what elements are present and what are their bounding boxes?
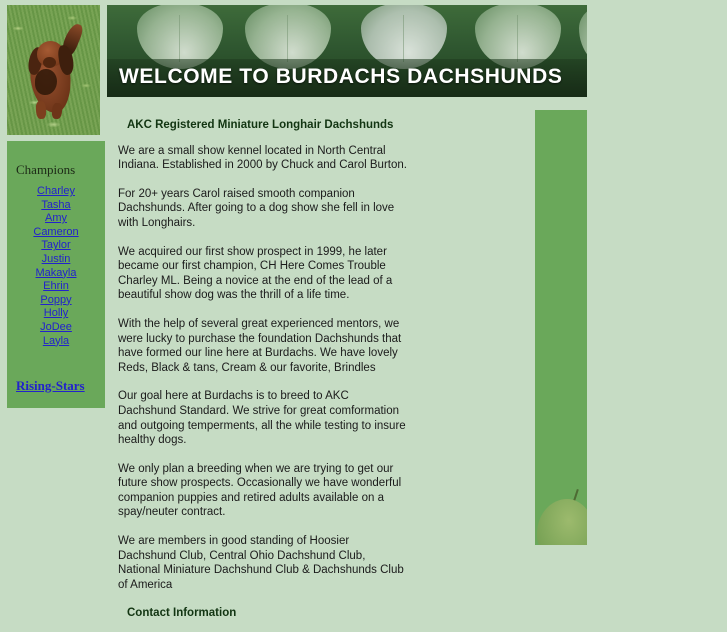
sidebar-link-justin[interactable]: Justin	[41, 252, 71, 265]
sidebar-link-layla[interactable]: Layla	[42, 334, 70, 347]
champions-sidebar	[7, 141, 105, 408]
content-subheading: AKC Registered Miniature Longhair Dachshunds	[127, 119, 394, 131]
leaf-icon	[537, 499, 587, 545]
dachshund-photo	[7, 5, 100, 135]
sidebar-link-poppy[interactable]: Poppy	[40, 293, 72, 306]
sidebar-link-taylor[interactable]: Taylor	[41, 239, 71, 252]
sidebar-link-holly[interactable]: Holly	[43, 307, 69, 320]
sidebar-link-charley[interactable]: Charley	[37, 185, 75, 197]
champions-heading: Champions	[16, 162, 76, 177]
sidebar-link-makayla[interactable]: Makayla	[35, 266, 77, 279]
paragraph-about-kennel: We are a small show kennel located in North Central Indiana. Established in 2000 by Chuck and Carol Burton.	[118, 144, 407, 172]
list-item	[7, 266, 105, 280]
paragraph-puppy-policy: We only plan a breeding when we are trying to get our future show prospects. Occasionally we have wonderful companion puppies and retired adults available on a spay/neuter contract.	[118, 462, 402, 519]
list-item	[7, 293, 105, 307]
list-item	[7, 334, 105, 348]
sidebar-link-rising-stars[interactable]: Rising-Stars	[16, 378, 85, 393]
right-decorative-band	[535, 110, 587, 545]
sidebar-link-cameron[interactable]: Cameron	[33, 225, 79, 238]
list-item	[7, 252, 105, 266]
sidebar-link-amy[interactable]: Amy	[45, 212, 67, 225]
paragraph-memberships: We are members in good standing of Hoosier Dachshund Club, Central Ohio Dachshund Club, National Miniature Dachshund Club & Dachshunds Club of America	[118, 535, 404, 591]
list-item	[7, 198, 105, 212]
contact-information-heading: Contact Information	[127, 607, 237, 620]
list-item	[7, 320, 105, 334]
header-banner	[107, 5, 587, 97]
sidebar-link-ehrin[interactable]: Ehrin	[43, 280, 69, 293]
champions-link-list	[7, 184, 105, 347]
list-item	[7, 306, 105, 320]
list-item	[7, 279, 105, 293]
rising-stars-container	[16, 377, 85, 395]
list-item	[7, 225, 105, 239]
main-content	[118, 118, 410, 632]
list-item	[7, 211, 105, 225]
page-title: WELCOME TO BURDACHS DACHSHUNDS	[119, 65, 563, 88]
sidebar-link-tasha[interactable]: Tasha	[41, 198, 71, 211]
dog-muzzle	[43, 57, 56, 68]
list-item	[7, 184, 105, 198]
list-item	[7, 238, 105, 252]
dog-front-leg-left	[35, 101, 46, 120]
paragraph-foundation: With the help of several great experienced mentors, we were lucky to purchase the foundation Dachshunds that have formed our line here at Burdachs. We have lovely Reds, Black & tans, Cream & our favorite, Brindles	[118, 317, 402, 374]
sidebar-link-jodee[interactable]: JoDee	[40, 320, 72, 333]
paragraph-first-champion: We acquired our first show prospect in 1999, he later became our first champion, CH Here Comes Trouble Charley ML. Being a novice at the end of the lead of a beautiful show dog was the thrill of a life time.	[118, 245, 393, 302]
paragraph-smooth-history: For 20+ years Carol raised smooth companion Dachshunds. After going to a dog show she fell in love with Longhairs.	[118, 187, 395, 229]
paragraph-breeding-goal: Our goal here at Burdachs is to breed to AKC Dachshund Standard. We strive for great comformation and outgoing temperments, all the while testing to insure healthy dogs.	[118, 390, 406, 447]
